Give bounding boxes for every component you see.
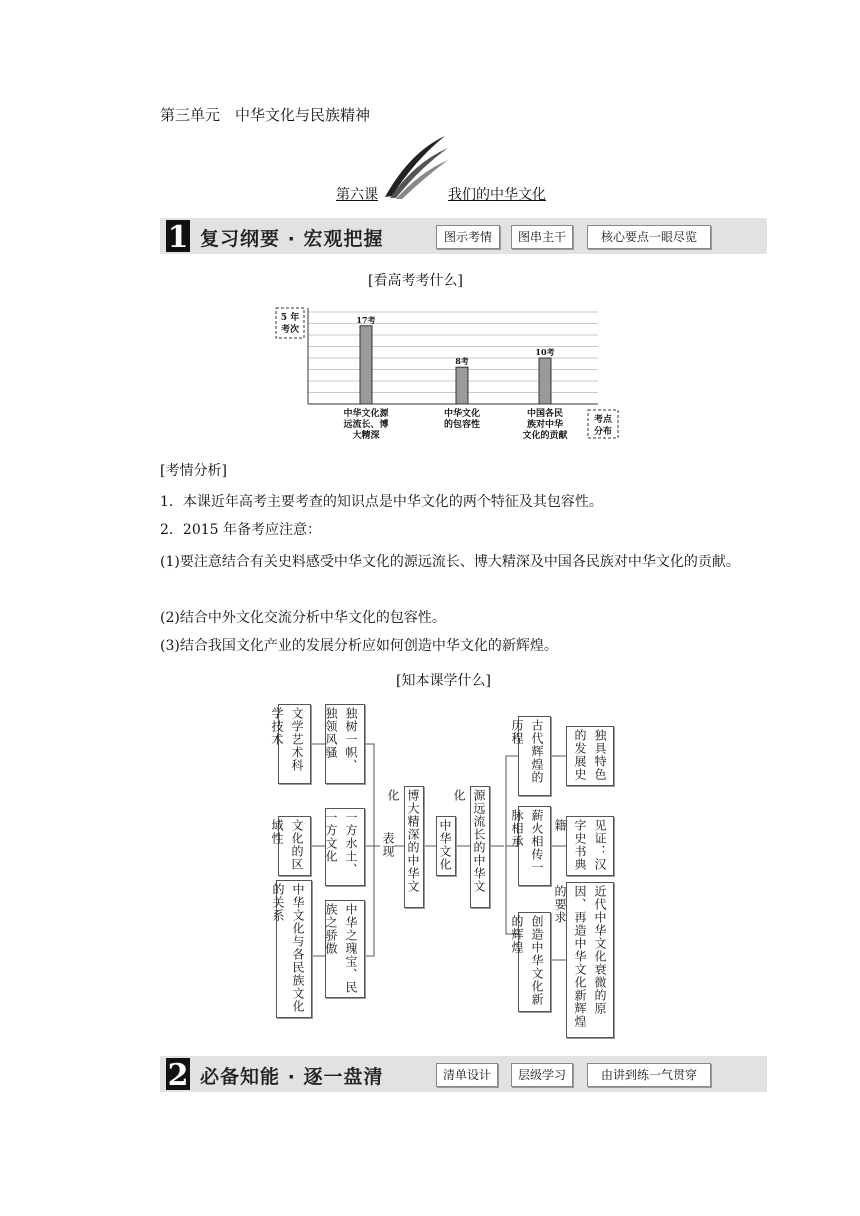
band-number: 2	[167, 1058, 189, 1092]
diagram-box-continuity: 薪火相传一脉相承	[518, 806, 551, 886]
chart-category-label: 族对中华	[526, 420, 564, 430]
chart-category-label: 大精深	[352, 431, 380, 441]
diagram-label-manifestation: 表现	[381, 832, 395, 858]
diagram-box-modern-decline: 近代中华文化衰微的原因、再造中华文化新辉煌的要求	[566, 882, 614, 1038]
swoosh-decoration	[380, 132, 450, 202]
chart-bar	[360, 326, 372, 404]
band-title: 必备知能 · 逐一盘清	[200, 1066, 384, 1088]
chart-data-label: 17考	[356, 314, 376, 325]
chart-category-label: 远流长、博	[343, 420, 389, 430]
number-badge-icon	[164, 1056, 192, 1092]
diagram-box-long-history: 源远流长的中华文化	[470, 786, 490, 908]
tag-tiered-study: 层级学习	[511, 1063, 573, 1087]
diagram-box-witness: 见证：汉字史书典籍	[566, 816, 614, 876]
analysis-point-2: 2．2015 年备考应注意：	[160, 522, 321, 538]
number-badge-icon	[164, 218, 192, 254]
chart-heading: [看高考考什么]	[368, 273, 463, 289]
diagram-box-ancient-glory: 古代辉煌的历程	[518, 716, 551, 796]
analysis-point-1: 1．本课近年高考主要考查的知识点是中华文化的两个特征及其包容性。	[160, 494, 603, 510]
diagram-box-local-culture: 一方水土、一方文化	[325, 808, 365, 886]
lesson-number: 第六课	[336, 187, 378, 203]
section-band-knowledge	[160, 1056, 767, 1092]
diagram-box-regional: 文化的区域性	[278, 816, 311, 876]
chart-xlabel: 分布	[593, 427, 613, 437]
diagram-box-literature: 文学艺术科学技术	[278, 704, 311, 784]
exam-frequency-chart	[272, 298, 622, 448]
section-band-review	[160, 218, 767, 254]
chart-category-label: 文化的贡献	[522, 431, 568, 441]
diagram-box-unique: 独树一帜、独领风骚	[325, 704, 365, 784]
chart-ylabel: 考次	[280, 325, 300, 335]
chart-category-label: 中国各民	[526, 409, 564, 419]
band-number: 1	[167, 220, 189, 254]
diagram-heading: [知本课学什么]	[396, 673, 491, 689]
analysis-point-3: (1)要注意结合有关史料感受中华文化的源远流长、博大精深及中国各民族对中华文化的贡献。	[160, 554, 740, 570]
unit-header: 第三单元 中华文化与民族精神	[160, 106, 371, 124]
chart-ylabel: 5 年	[280, 313, 300, 323]
chart-bar	[539, 358, 551, 404]
lesson-title: 我们的中华文化	[448, 187, 546, 203]
diagram-box-ethnic: 中华文化与各民族文化的关系	[276, 880, 312, 1018]
diagram-box-new-glory: 创造中华文化新的辉煌	[518, 912, 551, 1012]
diagram-box-treasure: 中华之瑰宝、民族之骄傲	[325, 900, 365, 998]
chart-bar	[456, 367, 468, 404]
analysis-point-4: (2)结合中外文化交流分析中华文化的包容性。	[160, 610, 446, 626]
tag-key-points: 核心要点一眼尽览	[587, 225, 711, 249]
chart-category-label: 中华文化源	[343, 409, 389, 419]
chart-category-label: 中华文化	[443, 409, 481, 419]
chart-category-label: 的包容性	[443, 420, 481, 430]
diagram-box-development: 独具特色的发展史	[566, 726, 614, 786]
tag-lecture-practice: 由讲到练一气贯穿	[587, 1063, 711, 1087]
tag-main-line: 图串主干	[511, 225, 573, 249]
chart-data-label: 10考	[535, 347, 555, 357]
analysis-point-5: (3)结合我国文化产业的发展分析应如何创造中华文化的新辉煌。	[160, 638, 558, 654]
chart-xlabel: 考点	[593, 415, 613, 425]
diagram-box-chinese-culture: 中华文化	[436, 816, 456, 876]
tag-exam-graph: 图示考情	[436, 225, 500, 249]
band-title: 复习纲要 · 宏观把握	[200, 228, 384, 250]
diagram-box-broad-profound: 博大精深的中华文化	[404, 786, 424, 908]
analysis-heading: [考情分析]	[160, 463, 227, 479]
tag-list-design: 清单设计	[436, 1063, 498, 1087]
chart-data-label: 8考	[455, 356, 469, 367]
